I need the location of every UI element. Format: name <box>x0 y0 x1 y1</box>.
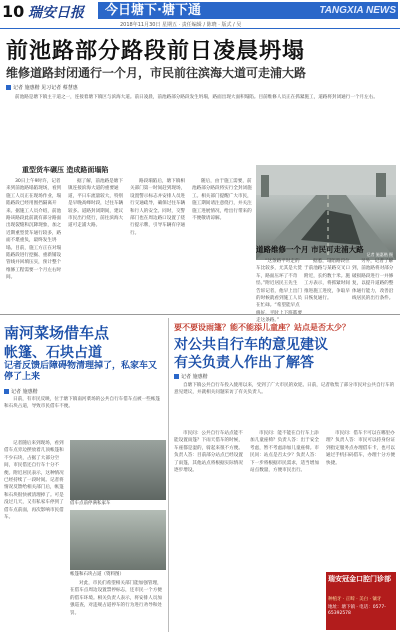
bullet-icon <box>6 85 11 90</box>
photo-credit: 记者 施惠楷 摄 <box>366 252 393 257</box>
story2-byline: 记者 施惠楷 <box>4 388 38 395</box>
clinic-advertisement[interactable] <box>326 572 396 630</box>
story3-headline-line1: 对公共自行车的意见建议 <box>174 337 328 353</box>
story1-subhead: 重型货车碾压 造成路面塌陷 <box>22 166 109 174</box>
story1-column-3: 路段塌陷后，塘下镇相关部门第一时间赶到现场，设置警示标志并安排人员进行交通疏导，确保过往车辆和行人的安全。同时，交警部门也在周边路口设置了绕行提示牌，引导车辆有序通行。 <box>130 179 186 236</box>
market-photo <box>70 440 166 500</box>
header-rule <box>0 28 400 29</box>
story1-column-1: 30日上午9时许，记者来到前池路塌陷现场，看到施工人员正在现场作业，塌陷路段已经用围挡隔离开来。据施工人员介绍，前池路该路段此前就有部分路面出现裂缝和沉降现象，加之近期重型货车通行较多，路面不堪重负，最终发生坍塌。目前，施工方正在对塌陷路段进行挖掘、重新铺设管线并回填压实，预计整个维修工程需要一个月左右时间。 <box>6 179 62 281</box>
story3-column-3: 市民问：借车卡可以在哪里办理？负责人答：市民可以持身份证到指定服务点办理借车卡，也可以通过手机扫码借车，办理十分方便快捷。 <box>326 431 395 466</box>
story2-column-1: 记者随后来到现场，看到借车点旁边摆放着几顶帐篷和不少石块，占据了大部分空间，市民借还自行车十分不便。附近居民表示，这种情况已经持续了一段时间。记者将情况反馈给相关部门后，帐篷和石块很快被清理掉了。可是没过几天，又有私家车停到了借车点前面，再次影响市民借车。 <box>4 441 64 521</box>
bullet-icon <box>174 374 179 379</box>
newspaper-logo: 瑞安日报 <box>28 5 84 21</box>
story3-headline-line2: 有关负责人作出了解答 <box>174 355 314 371</box>
story1-headline: 前池路部分路段前日凌晨坍塌 <box>6 39 306 64</box>
story2-headline-line3: 记者反馈后障碍物清理掉了，私家车又停了上来 <box>4 361 158 382</box>
story2-headline-line2: 帐篷、石块占道 <box>4 345 102 361</box>
ad-title: 瑞安冠金口腔门诊部 <box>328 575 391 583</box>
photo-caption: 道路维修一个月 市民可走浦大路 <box>256 245 364 254</box>
story2-lead: 日前，有市民反映，位于塘下镇南河菜场的公共自行车借车点被一些帐篷和石块占道，导致市民借车不便。 <box>4 397 161 410</box>
story3-column-1: 市民问：公共自行车站点能不能设置雨篷？下雨天借车的时候，车座都是湿的，骑起来很不方便。负责人答：目前部分站点已经设置了雨篷，其他站点将根据实际情况逐步增设。 <box>174 431 243 474</box>
tent-photo-caption: 帐篷和石块占道（资料图） <box>70 572 124 577</box>
bullet-icon <box>4 389 9 394</box>
story-divider <box>0 314 400 315</box>
section-title: 今日塘下·塘下通 <box>105 3 201 18</box>
section-title-en: TANGXIA NEWS <box>319 5 396 16</box>
issue-meta: 2018年11月30日 星期五 · 责任编辑 / 陈晓 · 版式 / 吴 <box>120 22 242 28</box>
story1-column-5: “这条路平时走的车比较多，尤其是大货车，路面压坏了不奇怪。”附近居民王先生告诉记者，他早上出门的时候就看到施工人员在忙碌。“希望能早点 走这条路。” <box>256 259 302 324</box>
page-number: 10 <box>2 2 25 21</box>
market-photo-caption: 借车点前停满私家车 <box>70 501 111 506</box>
story3-byline: 记者 施惠楷 <box>174 373 208 380</box>
story1-subheadline: 维修道路封闭通行一个月，市民前往滨海大道可走浦大路 <box>6 66 307 80</box>
story3-kicker: 要不要设雨篷？能不能添儿童座？站点是否太少？ <box>174 323 350 332</box>
story1-byline: 记者 施惠楷 见习记者 蔡慧惠 <box>6 84 78 91</box>
story2-column-2: 对此，市民们希望相关部门能加强管理，在借车点周边设置禁停标志，还市民一个方便的借车环境。相关负责人表示，将安排人员加强巡查，对违规占道停车的行为进行劝导和处罚。 <box>70 581 162 616</box>
story3-lead: 自塘下镇公共自行车投入使用以来，受到了广大市民的欢迎。日前，记者收集了部分市民对公共自行车的意见建议，并就相关问题采访了有关负责人。 <box>174 383 395 396</box>
story2-headline-line1: 南河菜场借车点 <box>4 324 110 342</box>
ad-line2: 地址：塘下镇 · 电话：0577-65392578 <box>328 605 386 616</box>
ad-line1: 种植牙 · 正畸 · 美白 · 镶牙 <box>328 597 382 602</box>
story1-column-6: 据悉，塌陷路段位于前池路与某路交叉口附近，长约数十米。施工方表示，将抓紧时间推进施工进度，争取早日恢复通行。 <box>304 259 350 302</box>
story3-column-2: 市民问：能不能在自行车上添加儿童座椅？负责人答：出于安全考虑，暂不考虑添加儿童座椅。市民问：站点是否太少？负责人答：下一步将根据市民需求，适当增加站点数量，方便市民出行。 <box>250 431 319 474</box>
story1-column-4: 随后，由于施工需要，前池路部分路段将实行全封闭施工。相关部门提醒广大市民，施工期间请注意绕行，并关注施工进展情况，给出行带来的不便敬请谅解。 <box>192 179 252 222</box>
story1-column-2: 据了解，前池路是塘下镇连接滨海大道的重要通道，平日车流量较大，特别是早晚高峰时段，过往车辆较多。道路封闭期间，建议市民出行绕行，前往滨海大道可走浦大路。 <box>68 179 124 229</box>
story1-column-7: 另外，记者了解到，前池路将对部分破损路段进行一并修复，以提升道路的整体通行能力，改善沿线居民的出行条件。 <box>352 259 394 302</box>
column-divider <box>168 318 169 632</box>
story1-lead: 前池路是塘下镇主干道之一，连接着塘下镇区与滨海大道。前日凌晨，前池路部分路段发生坍塌，路面出现大面积塌陷。目前维修人员正在抓紧施工，道路将封闭通行一个月左右。 <box>15 95 378 100</box>
tent-photo <box>70 510 166 570</box>
